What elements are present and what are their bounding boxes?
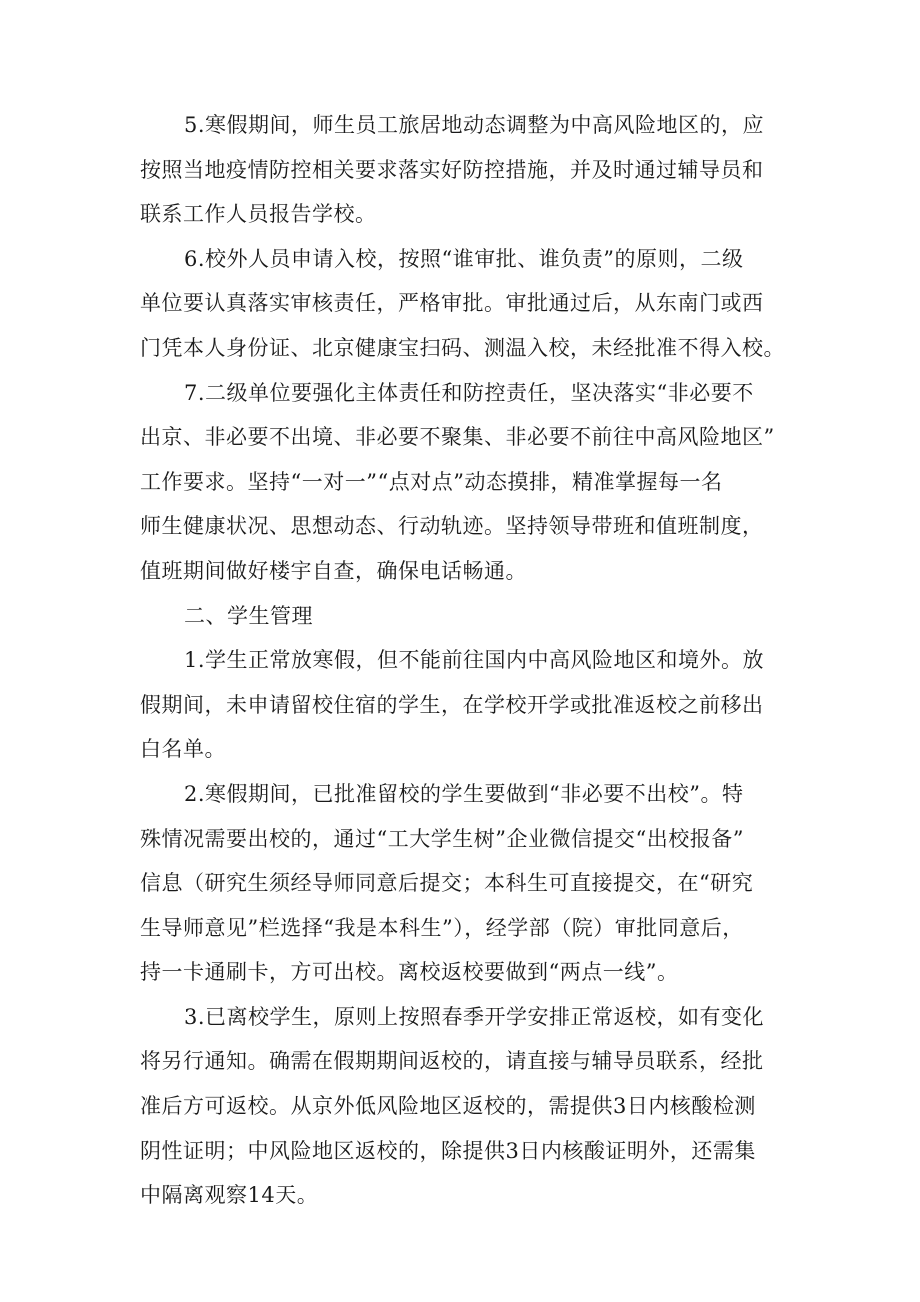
- section-heading-student-management: [140, 594, 800, 639]
- text-line: 白名单。: [140, 737, 226, 762]
- text-line: 中隔离观察14天。: [140, 1183, 319, 1208]
- text-line: 师生健康状况、思想动态、行动轨迹。坚持领导带班和值班制度，: [140, 514, 764, 539]
- paragraph-student-1: [140, 638, 800, 772]
- text-line: 联系工作人员报告学校。: [140, 202, 377, 227]
- text-line: 值班期间做好楼宇自查，确保电话畅通。: [140, 558, 527, 583]
- text-line: 门凭本人身份证、北京健康宝扫码、测温入校，未经批准不得入校。: [140, 335, 785, 360]
- document-body: [140, 103, 800, 1218]
- text-line: 工作要求。坚持“一对一”“点对点”动态摸排，精准掌握每一名: [140, 469, 723, 494]
- text-line: 6.校外人员申请入校，按照“谁审批、谁负责”的原则，二级: [184, 246, 744, 271]
- text-line: 单位要认真落实审核责任，严格审批。审批通过后，从东南门或西: [140, 291, 764, 316]
- section-title: 二、学生管理: [184, 603, 313, 628]
- text-line: 准后方可返校。从京外低风险地区返校的，需提供3日内核酸检测: [140, 1094, 756, 1119]
- text-line: 生导师意见”栏选择“我是本科生”），经学部（院）审批同意后，: [140, 915, 744, 940]
- text-line: 出京、非必要不出境、非必要不聚集、非必要不前往中高风险地区”: [140, 425, 775, 450]
- paragraph-student-2: [140, 772, 800, 995]
- text-line: 阴性证明；中风险地区返校的，除提供3日内核酸证明外，还需集: [140, 1138, 756, 1163]
- text-line: 5.寒假期间，师生员工旅居地动态调整为中高风险地区的，应: [184, 113, 765, 137]
- text-line: 按照当地疫情防控相关要求落实好防控措施，并及时通过辅导员和: [140, 157, 764, 182]
- text-line: 持一卡通刷卡，方可出校。离校返校要做到“两点一线”。: [140, 960, 679, 985]
- text-line: 7.二级单位要强化主体责任和防控责任，坚决落实“非必要不: [184, 380, 754, 405]
- text-line: 1.学生正常放寒假，但不能前往国内中高风险地区和境外。放: [184, 648, 765, 673]
- paragraph-item-5: [140, 103, 800, 237]
- text-line: 信息（研究生须经导师同意后提交；本科生可直接提交，在“研究: [140, 871, 754, 896]
- text-line: 2.寒假期间，已批准留校的学生要做到“非必要不出校”。特: [184, 781, 744, 806]
- paragraph-item-7: [140, 371, 800, 594]
- text-line: 殊情况需要出校的，通过“工大学生树”企业微信提交“出校报备”: [140, 826, 744, 851]
- paragraph-item-6: [140, 237, 800, 371]
- text-line: 将另行通知。确需在假期期间返校的，请直接与辅导员联系，经批: [140, 1049, 764, 1074]
- text-line: 3.已离校学生，原则上按照春季开学安排正常返校，如有变化: [184, 1004, 765, 1029]
- paragraph-student-3: [140, 995, 800, 1218]
- text-line: 假期间，未申请留校住宿的学生，在学校开学或批准返校之前移出: [140, 692, 764, 717]
